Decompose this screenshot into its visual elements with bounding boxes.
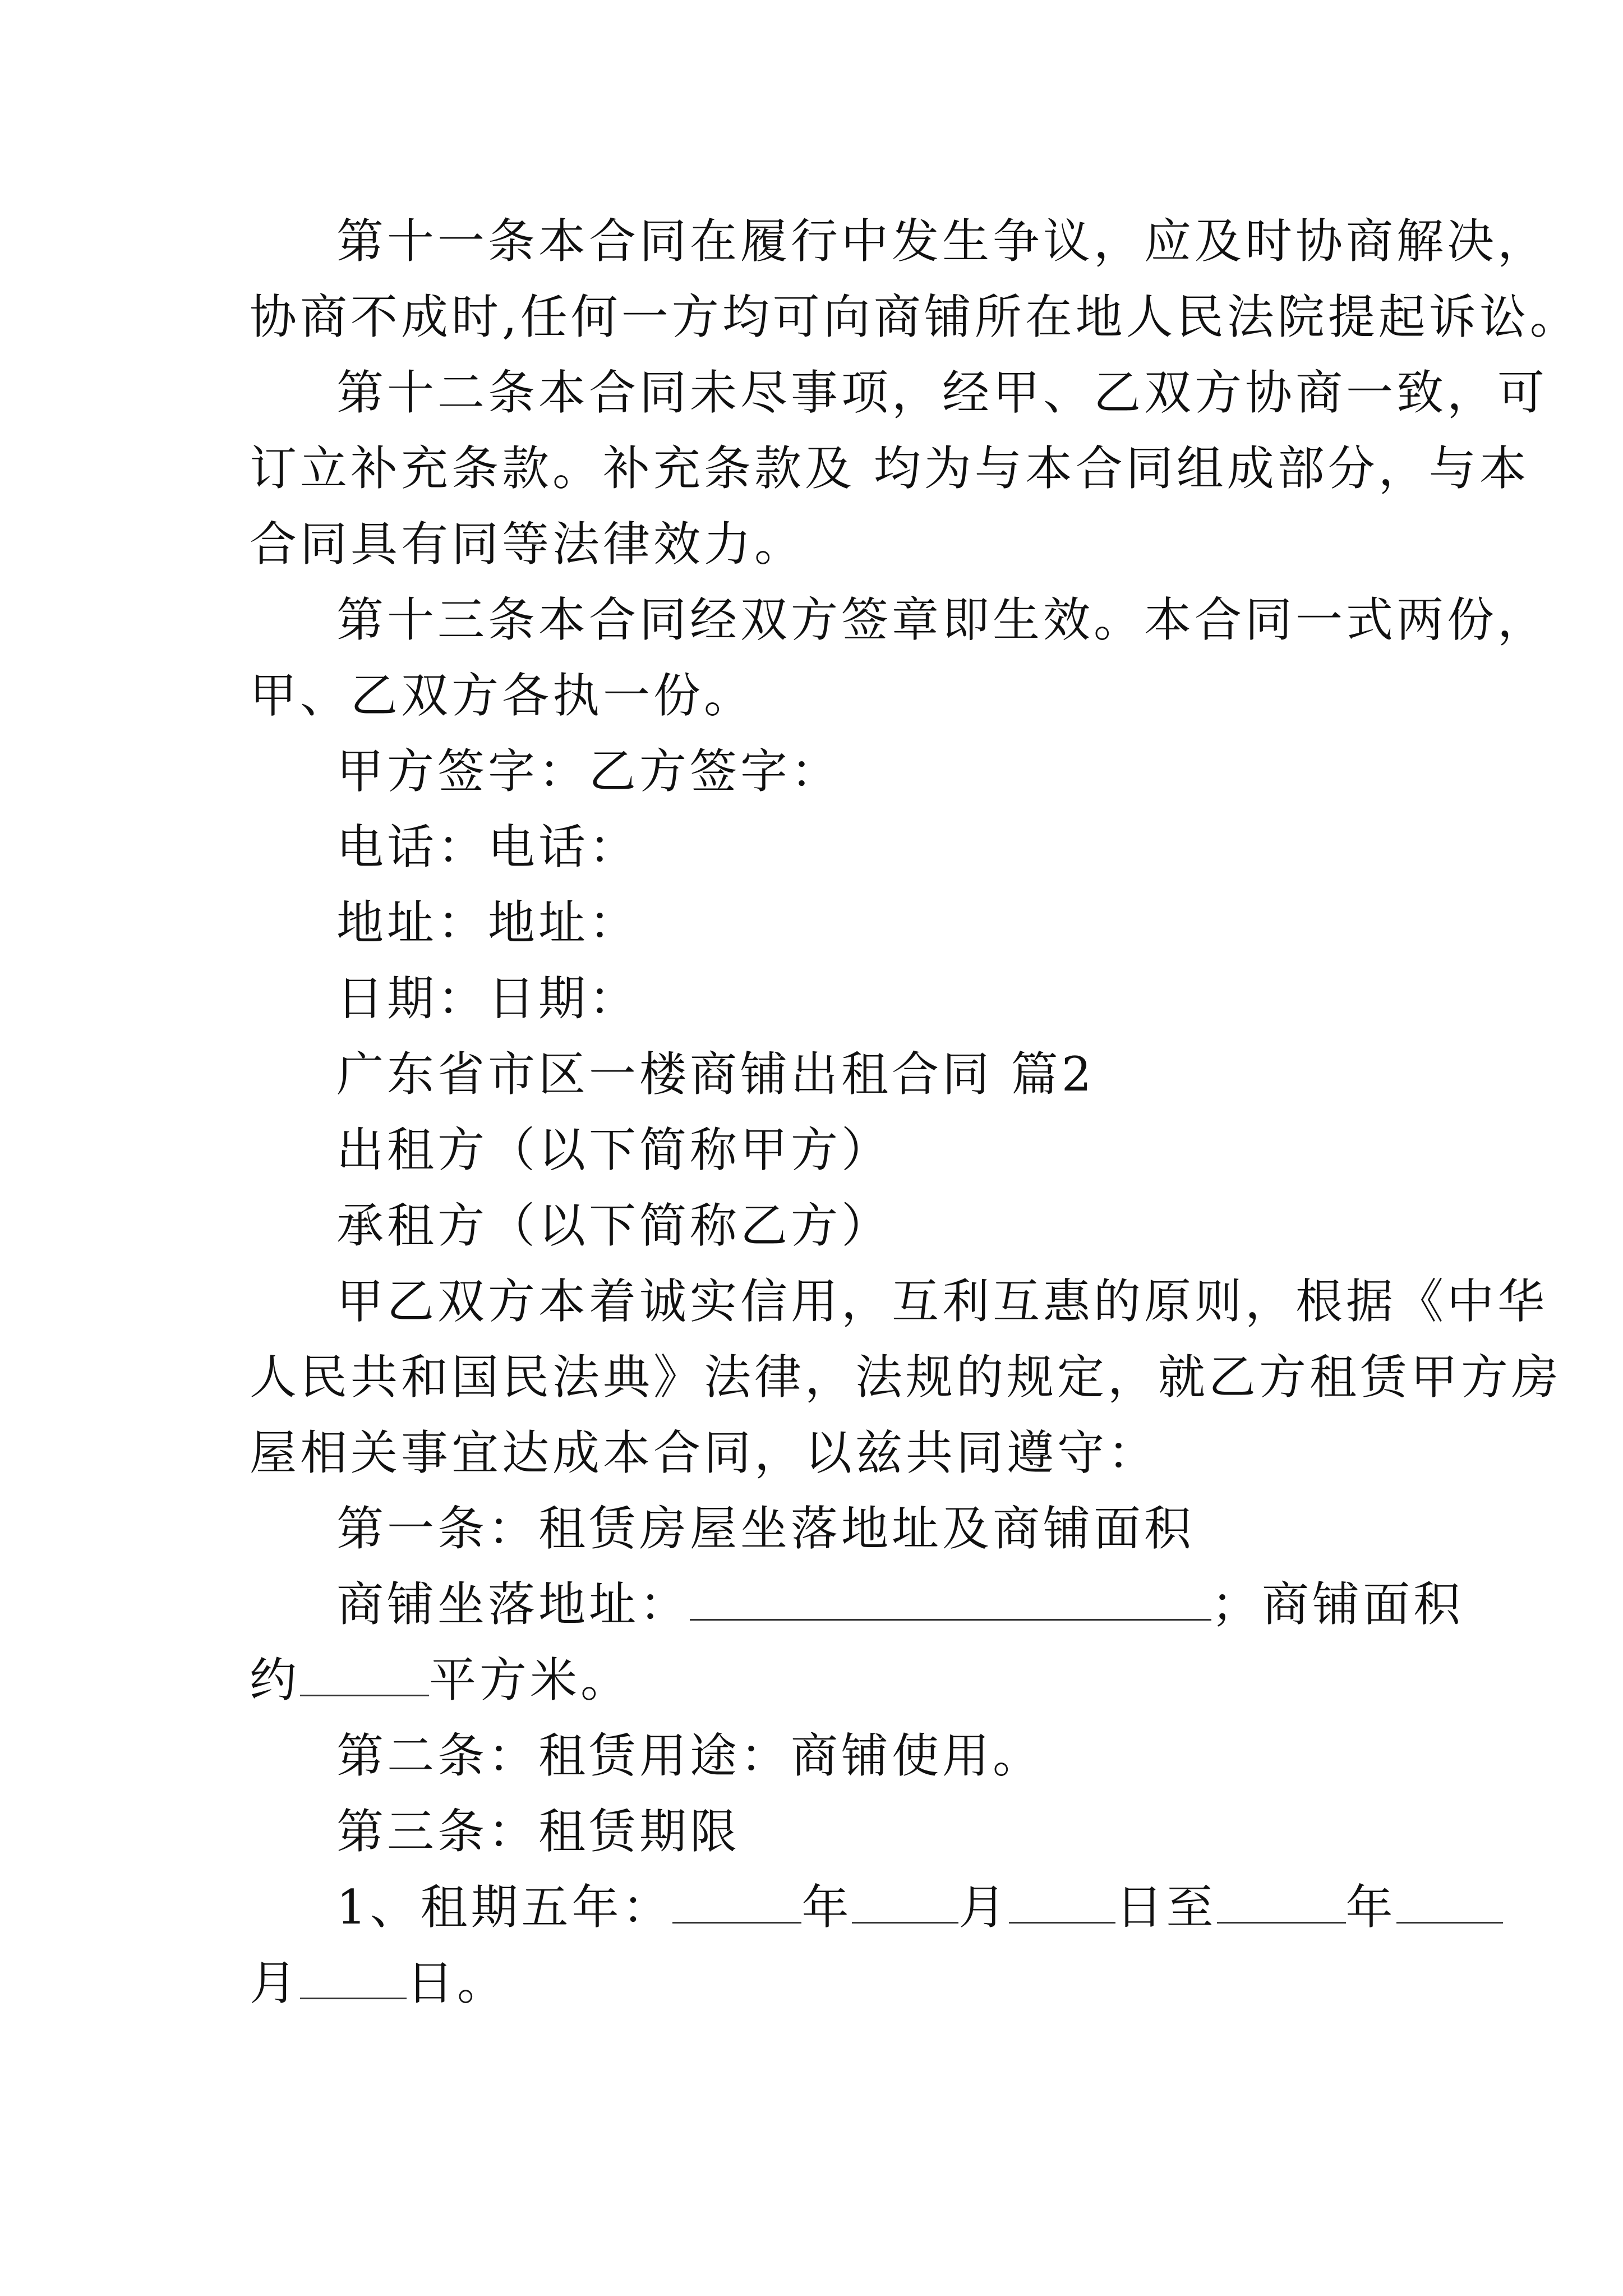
end-month-unit: 月 <box>250 1955 301 2010</box>
contract-2-title: 广东省市区一楼商铺出租合同 篇2 <box>336 1047 1095 1102</box>
article-1-address-row <box>336 1576 1464 1632</box>
date-line: 日期：日期： <box>336 971 640 1026</box>
article-2-line: 第二条：租赁用途：商铺使用。 <box>336 1728 1044 1783</box>
start-month-blank <box>852 1881 958 1924</box>
article-3-term-row-2 <box>250 1955 508 2011</box>
article-11-line-1: 第十一条本合同在履行中发生争议，应及时协商解决， <box>336 214 1548 269</box>
article-1-title: 第一条：租赁房屋坐落地址及商铺面积 <box>336 1501 1195 1556</box>
start-year-blank <box>672 1881 801 1924</box>
shop-address-label: 商铺坐落地址： <box>336 1577 690 1632</box>
article-12-line-1: 第十二条本合同未尽事项，经甲、乙双方协商一致，可 <box>336 365 1548 420</box>
article-11-line-2: 协商不成时,任何一方均可向商铺所在地人民法院提起诉讼。 <box>250 289 1580 344</box>
end-day-unit: 日。 <box>407 1955 508 2010</box>
end-month-blank-start <box>1396 1881 1503 1924</box>
start-year-unit: 年 <box>801 1880 852 1935</box>
article-3-term-row <box>336 1879 1503 1935</box>
end-day-blank <box>300 1957 407 1999</box>
intro-line-2: 人民共和国民法典》法律，法规的规定，就乙方租赁甲方房 <box>250 1350 1562 1405</box>
start-day-blank <box>1009 1881 1115 1924</box>
article-13-line-2: 甲、乙双方各执一份。 <box>250 668 755 723</box>
start-month-unit: 月 <box>958 1880 1009 1935</box>
article-13-line-1: 第十三条本合同经双方签章即生效。本合同一式两份， <box>336 592 1548 647</box>
article-3-title: 第三条：租赁期限 <box>336 1804 741 1859</box>
intro-line-1: 甲乙双方本着诚实信用，互利互惠的原则，根据《中华 <box>336 1274 1548 1329</box>
lessor-line: 出租方（以下简称甲方） <box>336 1122 892 1177</box>
end-year-unit: 年 <box>1345 1880 1396 1935</box>
area-suffix: 平方米。 <box>429 1653 631 1708</box>
area-prefix: 约 <box>250 1653 301 1708</box>
end-year-blank <box>1217 1881 1346 1924</box>
phone-line: 电话：电话： <box>336 820 640 875</box>
intro-line-3: 屋相关事宜达成本合同，以兹共同遵守： <box>250 1425 1159 1480</box>
address-line: 地址：地址： <box>336 895 640 950</box>
start-day-unit: 日至 <box>1115 1880 1217 1935</box>
article-12-line-2: 订立补充条款。补充条款及 均为与本合同组成部分，与本 <box>250 441 1530 496</box>
article-12-line-3: 合同具有同等法律效力。 <box>250 517 805 572</box>
article-1-area-row <box>250 1652 631 1708</box>
area-blank <box>300 1654 429 1696</box>
signature-line: 甲方签字：乙方签字： <box>336 744 842 799</box>
shop-area-label: ；商铺面积 <box>1211 1577 1464 1632</box>
lessee-line: 承租方（以下简称乙方） <box>336 1198 892 1253</box>
term-label: 1、租期五年： <box>336 1880 673 1935</box>
shop-address-blank <box>690 1579 1211 1621</box>
